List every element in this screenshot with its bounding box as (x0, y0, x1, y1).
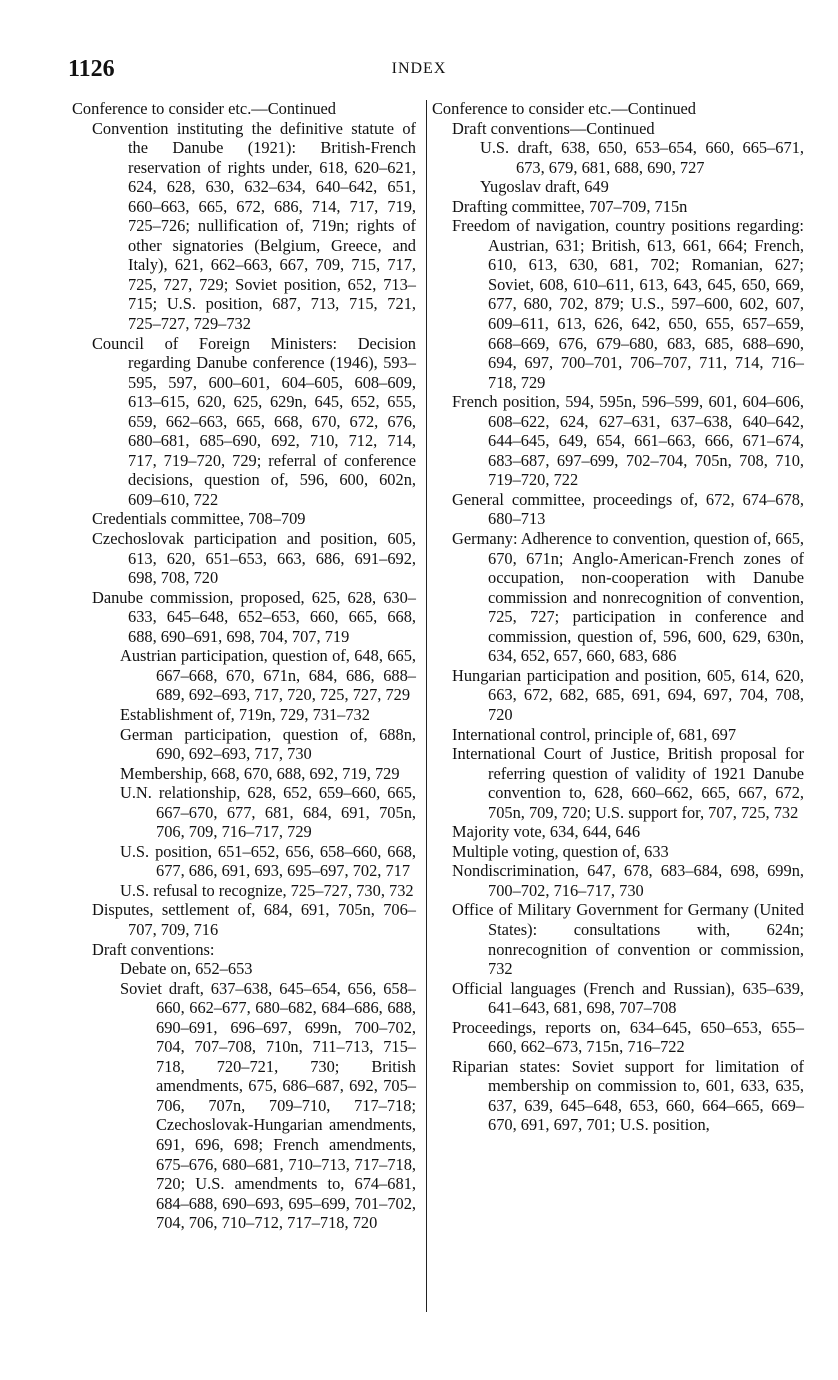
index-entry: Official languages (French and Russian), 635–639, 641–643, 681, 698, 707–708 (452, 978, 804, 1018)
index-entry: Drafting committee, 707–709, 715n (452, 196, 688, 216)
column-rule (426, 100, 427, 1312)
index-entry: Office of Military Government for Germany (United States): consultations with, 624n; nonrecognition of convention or commission, 732 (452, 900, 804, 979)
index-entry: General committee, proceedings of, 672, 674–678, 680–713 (452, 489, 804, 529)
index-entry: Proceedings, reports on, 634–645, 650–653, 655–660, 662–673, 715n, 716–722 (452, 1017, 804, 1057)
index-entry: Draft conventions: (92, 939, 215, 959)
index-entry: Nondiscrimination, 647, 678, 683–684, 698, 699n, 700–702, 716–717, 730 (452, 861, 804, 900)
index-entry: Conference to consider etc.—Continued (72, 99, 336, 118)
index-entry: Riparian states: Soviet support for limitation of membership on commission to, 601, 633, 635, 637, 639, 645–648, 653, 660, 664–665, 669–670, 691, 697, 701; U.S. position, (452, 1056, 804, 1135)
index-entry: Czechoslovak participation and position, 605, 613, 620, 651–653, 663, 686, 691–692, 698, 708, 720 (92, 529, 416, 588)
running-head: INDEX (391, 60, 447, 77)
index-entry: Council of Foreign Ministers: Decision regarding Danube conference (1946), 593–595, 597, 600–601, 604–605, 608–609, 613–615, 620, 625, 629n, 645, 652, 655, 659, 662–663, 665, 668, 670, 672, 676, 680–681, 685–690, 692, 710, 712, 714, 717, 719–720, 729; referral of conference decisions, question of, 596, 600, 602n, 609–610, 722 (92, 333, 416, 509)
index-entry: Hungarian participation and position, 605, 614, 620, 663, 672, 682, 685, 691, 694, 697, 704, 708, 720 (452, 665, 804, 724)
index-entry: International control, principle of, 681, 697 (452, 724, 737, 744)
index-entry: Convention instituting the definitive statute of the Danube (1921): British-French reservation of rights under, 618, 620–621, 624, 628, 630, 632–634, 640–642, 651, 660–663, 665, 672, 686, 714, 717, 719, 725–726; nullification of, 719n; rights of other signatories (Belgium, Greece, and Italy), 621, 662–663, 667, 709, 715, 717, 725, 727, 729; Soviet position, 652, 713–715; U.S. position, 687, 713, 715, 721, 725–727, 729–732 (92, 118, 416, 334)
index-entry: International Court of Justice, British proposal for referring question of validity of 1921 Danube convention to, 628, 660–662, 665, 667, 672, 705n, 709, 720; U.S. support for, 707, 725, 732 (452, 744, 804, 822)
index-entry: Establishment of, 719n, 729, 731–732 (120, 704, 370, 724)
index-entry: Membership, 668, 670, 688, 692, 719, 729 (120, 763, 400, 783)
index-column-left (72, 99, 416, 1233)
index-entry: German participation, question of, 688n, 690, 692–693, 717, 730 (120, 724, 416, 764)
index-entry: Credentials committee, 708–709 (92, 509, 306, 529)
index-entry: Multiple voting, question of, 633 (452, 841, 669, 861)
index-entry: Majority vote, 634, 644, 646 (452, 822, 641, 842)
index-entry: Conference to consider etc.—Continued (432, 99, 696, 118)
index-entry: Freedom of navigation, country positions regarding: Austrian, 631; British, 613, 661, 664; French, 610, 613, 630, 681, 702; Romanian, 627; Soviet, 608, 610–611, 613, 643, 645, 650, 669, 677, 680, 702, 879; U.S., 597–600, 602, 607, 609–611, 613, 626, 642, 650, 655, 657–659, 668–669, 676, 679–680, 683, 685, 688–690, 694, 697, 700–701, 706–707, 711, 714, 716–718, 729 (452, 216, 804, 392)
index-entry: Debate on, 652–653 (120, 959, 253, 979)
page-number: 1126 (68, 56, 115, 82)
index-entry: Disputes, settlement of, 684, 691, 705n, 706–707, 709, 716 (92, 900, 416, 939)
index-entry: Soviet draft, 637–638, 645–654, 656, 658–660, 662–677, 680–682, 684–686, 688, 690–691, 696–697, 699n, 700–702, 704, 707–708, 710n, 711–713, 715–718, 720–721, 730; British amendments, 675, 686–687, 692, 705–706, 707n, 709–710, 717–718; Czechoslovak-Hungarian amendments, 691, 696, 698; French amendments, 675–676, 680–681, 710–713, 717–718, 720; U.S. amendments to, 674–681, 684–688, 690–693, 695–699, 701–702, 704, 706, 710–712, 717–718, 720 (120, 978, 416, 1233)
index-entry: U.N. relationship, 628, 652, 659–660, 665, 667–670, 677, 681, 684, 691, 705n, 706, 709, 716–717, 729 (120, 783, 416, 842)
index-entry: Yugoslav draft, 649 (480, 177, 609, 197)
index-entry: U.S. position, 651–652, 656, 658–660, 668, 677, 686, 691, 693, 695–697, 702, 717 (120, 841, 416, 881)
index-entry: French position, 594, 595n, 596–599, 601, 604–606, 608–622, 624, 627–631, 637–638, 640–642, 644–645, 649, 654, 661–663, 666, 671–674, 683–687, 697–699, 702–704, 705n, 708, 710, 719–720, 722 (452, 392, 804, 490)
index-entry: Germany: Adherence to convention, question of, 665, 670, 671n; Anglo-American-French zones of occupation, non-cooperation with Danube commission and nonrecognition of convention, 725, 727; participation in conference and commission, question of, 596, 600, 629, 630n, 634, 652, 657, 660, 683, 686 (452, 529, 804, 666)
index-entry: Austrian participation, question of, 648, 665, 667–668, 670, 671n, 684, 686, 688–689, 692–693, 717, 720, 725, 727, 729 (120, 646, 416, 705)
index-entry: Danube commission, proposed, 625, 628, 630–633, 645–648, 652–653, 660, 665, 668, 688, 690–691, 698, 704, 707, 719 (92, 587, 416, 646)
index-column-right (432, 99, 804, 1135)
index-entry: Draft conventions—Continued (452, 118, 655, 138)
index-entry: U.S. refusal to recognize, 725–727, 730, 732 (120, 880, 414, 900)
index-entry: U.S. draft, 638, 650, 653–654, 660, 665–671, 673, 679, 681, 688, 690, 727 (480, 138, 804, 177)
